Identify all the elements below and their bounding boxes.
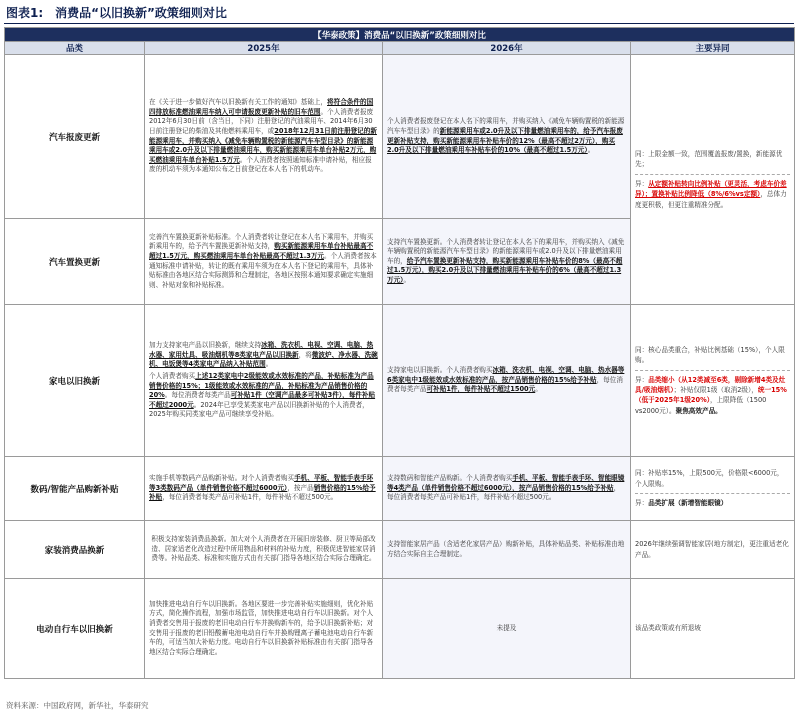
policy-comparison-table — [4, 27, 795, 679]
category-ebike: 电动自行车以旧换新 — [5, 579, 145, 679]
table-row-appliance — [5, 305, 795, 457]
text-bold: 可补贴1件（空调产品最多可补贴3件），每件补贴不超过2000元 — [149, 391, 376, 409]
table-row-auto-scrap — [5, 55, 795, 219]
text: 。 — [587, 146, 595, 155]
text-red: 品类缩小（从12类减至6类，剔除新增4类及灶具/吸油烟机） — [635, 375, 786, 394]
text: ，每位消费者每类产品可补贴1件，每件补贴不超过500元。 — [387, 483, 621, 502]
text: 。个人消费者按照通知标准申请补贴，相应报废的机动车须为本通知公布之日前登记在本人名下的机动车。 — [149, 155, 372, 174]
figure-label: 图表1: — [6, 6, 44, 20]
text: 支持数码和智能产品购新。个人消费者购买 — [387, 474, 513, 483]
category-home: 家装消费品换新 — [5, 521, 145, 579]
text: 加力支持家电产品以旧换新，继续支持 — [149, 341, 262, 350]
text: 异： — [635, 499, 649, 508]
cell-2026-home: 支持智能家居产品（含适老化家居产品）购新补贴，具体补贴品类、补贴标准由地方结合实际自主合理制定。 — [383, 521, 631, 579]
cell-2025-ebike: 加快推进电动自行车以旧换新。各地区要进一步完善补贴实施细则，优化补贴方式，简化操作流程，加强市场监管，加快推进电动自行车以旧换新。对个人消费者交售用于报废的老旧电动自行车并换购新车的，给予以旧换新补贴；对交售用于报废的老旧铅酸蓄电池电动自行车并换购锂离子蓄电池电动自行车新车的，可适当加大补贴力度。电动自行车以旧换新补贴标准由有关部门指导各地区结合实际合理确定。 — [145, 579, 383, 679]
text: 。每位消费者每类产品 — [164, 391, 231, 400]
header-category: 品类 — [5, 42, 145, 55]
table-row-home — [5, 521, 795, 579]
cell-diff-home: 2026年继续强调智能家居(地方制定)，更注重适老化产品。 — [631, 521, 795, 579]
text-bold: 上述12类家电中2级能效或水效标准的产品，补贴标准为产品销售价格的15%；1级能效或水效标准的产品，补贴标准为产品销售价格的20% — [149, 371, 374, 400]
text: ，每位消费者每类产品可补贴1件，每件补贴不超过500元。 — [162, 493, 338, 502]
cell-2025-appliance — [145, 305, 383, 457]
title-divider — [4, 23, 794, 24]
cell-2025-digital — [145, 457, 383, 521]
text: 支持汽车置换更新。个人消费者转让登记在本人名下的乘用车，并购买纳入《减免车辆购置税的新能源汽车车型目录》的新能源乘用车或2.0升及以下排量燃油乘用车的， — [387, 237, 625, 265]
cell-2026-ebike: 未提及 — [383, 579, 631, 679]
cell-diff-digital — [631, 457, 795, 521]
diff-same: 同：补贴率15%，上限500元，价格限<6000元，个人限购。 — [635, 469, 784, 488]
text: 个人消费者购买 — [149, 371, 196, 380]
text: ，总体力度更积极，但更注重精准分配。 — [635, 190, 787, 209]
text-bold: 将符合条件的国四排放标准燃油乘用车纳入可申请报废更新补贴的旧车范围 — [149, 98, 374, 116]
table-banner-row — [5, 28, 795, 42]
text-bold: 新能源乘用车或2.0升及以下排量燃油乘用车的，给予汽车报废更新补贴支持，购买新能源乘用车补贴车价的12%（最高不超过2万元），购买2.0升及以下排量燃油乘用车补贴车价的10%（最高不超过1.5万元） — [387, 126, 623, 155]
category-auto-replace: 汽车置换更新 — [5, 219, 145, 305]
text: 异： — [635, 375, 649, 384]
cell-2026-digital — [383, 457, 631, 521]
text: 。 — [403, 275, 411, 284]
figure-title — [6, 4, 239, 21]
text: 实施手机等数码产品购新补贴。对个人消费者购买 — [149, 474, 295, 483]
text: ，将 — [298, 350, 312, 359]
cell-2026-appliance — [383, 305, 631, 457]
text-red: 统一15%（低于2025年1级20%） — [635, 386, 787, 405]
text-bold: 可补贴1件，每件补贴不超过1500元 — [426, 385, 536, 394]
cell-2025-auto-replace — [145, 219, 383, 305]
category-auto-scrap: 汽车报废更新 — [5, 55, 145, 219]
table-header-row — [5, 42, 795, 55]
text: ，上限降低（1500 vs2000元）。 — [635, 396, 767, 415]
cell-2025-auto-scrap — [145, 55, 383, 219]
text-bold: 销售价格的15%给予补贴 — [149, 483, 376, 502]
diff-differences — [635, 493, 790, 508]
text: 异： — [635, 179, 649, 188]
text-bold: 给予汽车置换更新补贴支持，购买新能源乘用车补贴车价的8%（最高不超过1.5万元），购买2.0升及以下排量燃油乘用车补贴车价的6%（最高不超过1.3万元） — [387, 256, 623, 284]
table-row-digital — [5, 457, 795, 521]
header-diff: 主要异同 — [631, 42, 795, 55]
text-bold: 微波炉、净水器、洗碗机、电饭煲等4类家电产品纳入补贴范围 — [149, 350, 378, 369]
cell-diff-ebike: 该品类政策或有所退坡 — [631, 579, 795, 679]
text-bold: 品类扩展（新增智能眼镜） — [648, 499, 728, 508]
diff-same: 同：上限金额一致，范围覆盖报废/置换，新能源优先； — [635, 149, 783, 169]
text-bold: 购买新能源乘用车单台补贴最高不超过1.5万元，购买燃油乘用车单台补贴最高不超过1.3万元 — [149, 242, 374, 260]
source-note: 资料来源：中国政府网，新华社，华泰研究 — [6, 701, 149, 710]
text: 在《关于进一步做好汽车以旧换新有关工作的通知》基础上， — [149, 98, 328, 107]
diff-differences — [635, 174, 790, 210]
cell-2025-home: 积极支持家装消费品换新。加大对个人消费者在开展旧房装修、厨卫等局部改造、居家适老化改造过程中所用物品和材料的补贴力度，积极促进智能家居消费等。补贴品类、标准和实施方式由有关部门指导各地区结合实际合理确定。 — [145, 521, 383, 579]
text-red: 从定额补贴转向比例补贴（更灵活，考虑车价差异）；置换补贴比例降低（8%/6%vs定额） — [635, 179, 787, 199]
text: ；补贴仅限1级（取消2级）， — [673, 386, 758, 394]
figure-title-text: 消费品“以旧换新”政策细则对比 — [55, 6, 227, 20]
table-row-ebike — [5, 579, 795, 679]
text: 。个人消费者按本通知标准申请补贴，转让的既有乘用车须为在本人名下登记的乘用车，具体补贴标准由各地区结合实际测算和合理制定，各地区按照本通知要求确定实施细则、补贴对象和补贴标准。 — [149, 251, 377, 289]
text-bold: 冰箱、洗衣机、电视、空调、电脑、热水器、家用灶具、吸油烟机等8类家电产品以旧换新 — [149, 341, 374, 359]
text-bold: 手机、平板、智能手表手环等3类数码产品（单件销售价格不超过6000元） — [149, 474, 374, 492]
text: 。 — [265, 360, 273, 369]
text-bold: 聚焦高效产品。 — [675, 406, 722, 415]
text: ，每位消费者每类产品 — [387, 375, 623, 394]
text: 个人消费者报废登记在本人名下的乘用车，并购买纳入《减免车辆购置税的新能源汽车车型目录》的 — [387, 117, 625, 135]
cell-2026-auto-scrap — [383, 55, 631, 219]
header-2026: 2026年 — [383, 42, 631, 55]
paragraph — [149, 372, 378, 420]
text-bold: 冰箱、洗衣机、电视、空调、电脑、热水器等6类家电中1级能效或水效标准的产品，按产品销售价格的15%给予补贴 — [387, 366, 625, 384]
cell-diff-appliance — [631, 305, 795, 457]
text: 。个人消费者报废2012年6月30日前（含当日，下同）注册登记的汽油乘用车、2014年6月30日前注册登记的柴油及其他燃料乘用车，或 — [149, 107, 374, 135]
header-2025: 2025年 — [145, 42, 383, 55]
text-bold: 手机、平板、智能手表手环、智能眼镜等4类产品（单件销售价格不超过6000元），按产品销售价格的15%给予补贴 — [387, 474, 625, 492]
text: 。2024年已享受某类家电产品以旧换新补贴的个人消费者，2025年购买同类家电产品可继续享受补贴。 — [149, 400, 369, 419]
diff-same: 同：核心品类重合，补贴比例基础（15%），个人限购。 — [635, 345, 785, 365]
cell-2026-auto-replace — [383, 219, 631, 305]
text: 支持家电以旧换新。个人消费者购买 — [387, 366, 493, 375]
category-appliance: 家电以旧换新 — [5, 305, 145, 457]
cell-diff-auto — [631, 55, 795, 305]
text-bold: 2018年12月31日前注册登记的新能源乘用车，并购买纳入《减免车辆购置税的新能源汽车车型目录》的新能源乘用车或2.0升及以下排量燃油乘用车，购买新能源乘用车单台补贴2万元，购买燃油乘用车单台补贴1.5万元 — [149, 126, 377, 164]
text: 。 — [535, 385, 542, 394]
category-digital: 数码/智能产品购新补贴 — [5, 457, 145, 521]
diff-differences — [635, 370, 790, 417]
text: ，按产品 — [287, 483, 314, 492]
paragraph — [149, 341, 378, 370]
text: 完善汽车置换更新补贴标准。个人消费者转让登记在本人名下乘用车，并购买新乘用车的，给予汽车置换更新补贴支持， — [149, 232, 374, 251]
table-banner: 【华泰政策】消费品“以旧换新”政策细则对比 — [5, 28, 795, 42]
